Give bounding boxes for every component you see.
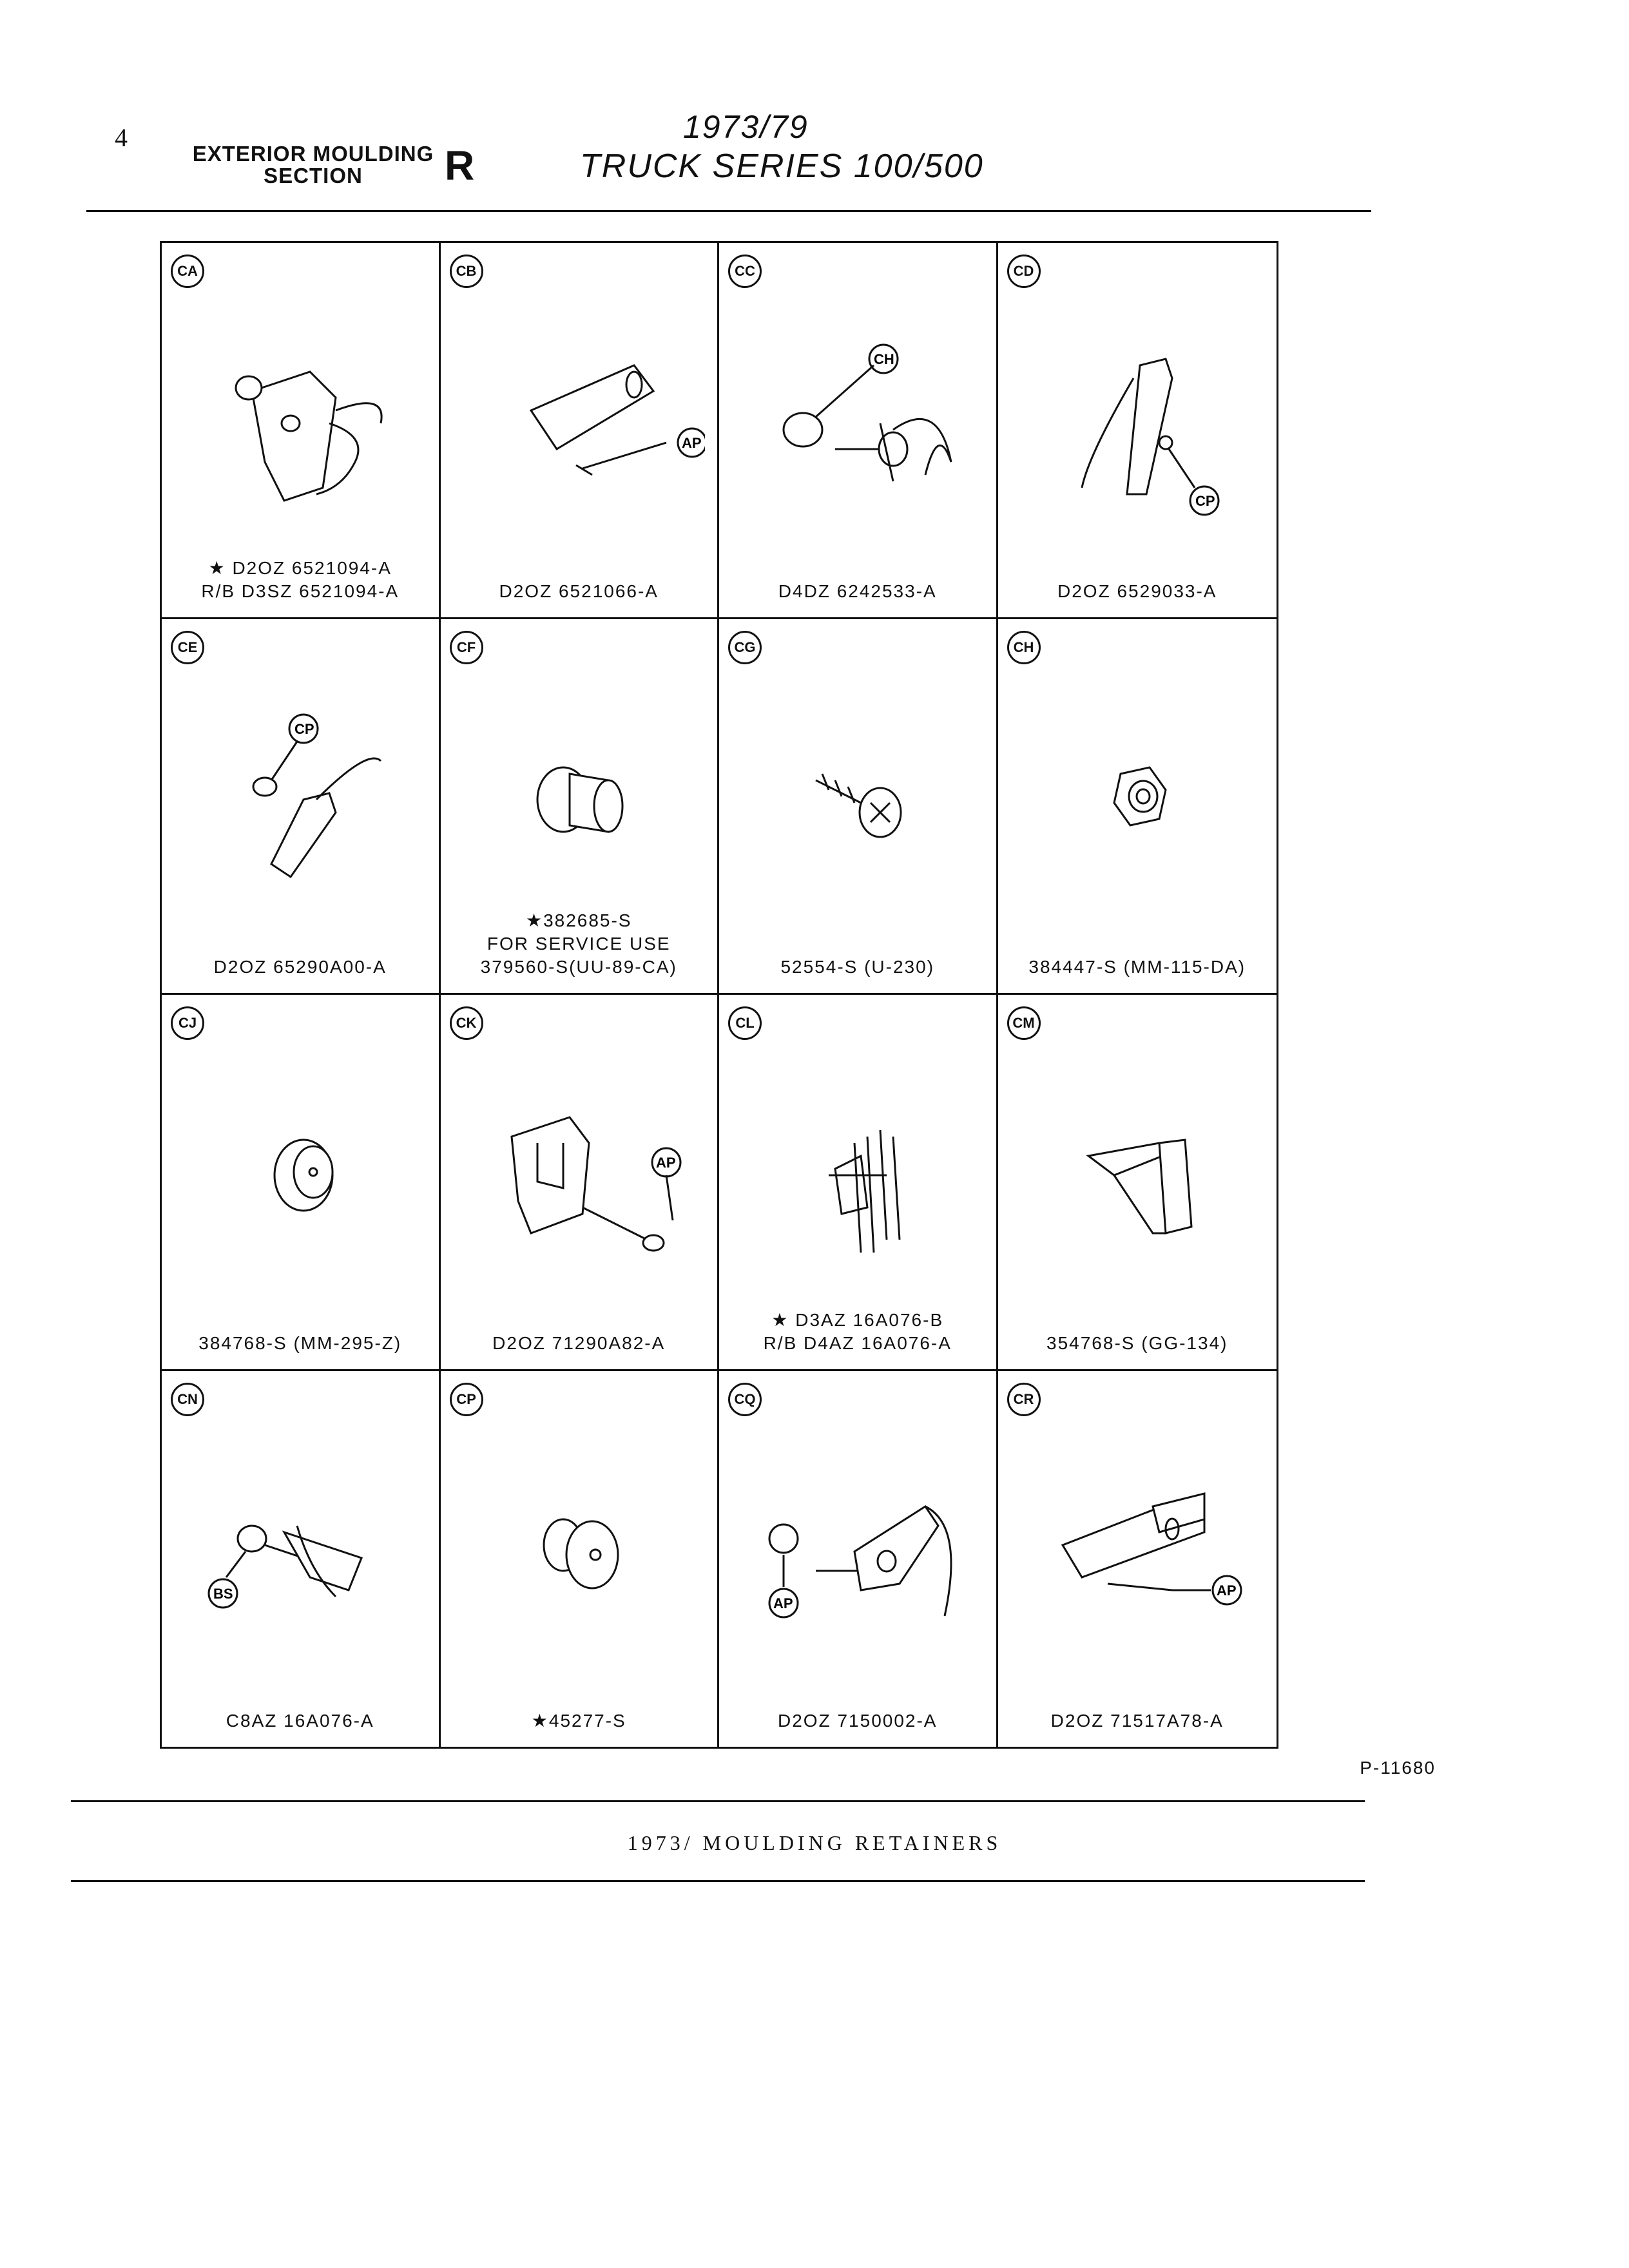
part-number-line: D4DZ 6242533-A <box>778 581 937 601</box>
section-letter: R <box>445 142 475 189</box>
part-number-labels <box>162 557 439 603</box>
part-number-line: R/B D3SZ 6521094-A <box>201 581 400 601</box>
part-number-labels <box>998 580 1277 603</box>
part-cell-ck <box>441 995 720 1371</box>
part-number-line: 384447-S (MM-115-DA) <box>1028 957 1246 977</box>
cell-code-badge: CC <box>728 255 762 288</box>
cell-code-badge: CD <box>1007 255 1041 288</box>
part-number-line: D2OZ 6521066-A <box>499 581 659 601</box>
part-number-labels <box>162 1709 439 1733</box>
part-cell-ch <box>998 619 1277 995</box>
part-number-line: ★ D2OZ 6521094-A <box>208 557 392 578</box>
part-number-line: D2OZ 7150002-A <box>778 1711 938 1731</box>
callout-label: AP <box>1216 1582 1237 1599</box>
part-cell-cp <box>441 1371 720 1747</box>
part-cell-cl <box>719 995 998 1371</box>
cell-code-badge: CL <box>728 1006 762 1040</box>
part-number-line: 384768-S (MM-295-Z) <box>198 1332 402 1353</box>
callout-label: AP <box>773 1595 793 1611</box>
part-number-line: C8AZ 16A076-A <box>226 1711 374 1731</box>
cell-code-badge: CR <box>1007 1383 1041 1416</box>
cell-code-badge: CH <box>1007 631 1041 664</box>
part-cell-cg <box>719 619 998 995</box>
part-number-labels <box>719 580 996 603</box>
part-number-labels <box>719 956 996 979</box>
part-cell-cj <box>162 995 441 1371</box>
plastic-nut-illustration <box>454 1423 705 1667</box>
callout-label: CH <box>874 351 894 367</box>
part-cell-cc <box>719 243 998 619</box>
part-number-line: ★382685-S <box>525 910 632 930</box>
cell-code-badge: CJ <box>171 1006 204 1040</box>
part-number-labels <box>441 1709 718 1733</box>
retainer-illustration <box>1011 1423 1262 1667</box>
cell-code-badge: CE <box>171 631 204 664</box>
part-cell-cr <box>998 1371 1277 1747</box>
bent-clip-illustration <box>1011 1046 1262 1291</box>
part-number-labels <box>162 1332 439 1355</box>
cell-code-badge: CG <box>728 631 762 664</box>
part-number-line: D2OZ 71290A82-A <box>492 1332 666 1353</box>
footer-caption: 1973/ MOULDING RETAINERS <box>627 1831 1002 1854</box>
cell-code-badge: CQ <box>728 1383 762 1416</box>
part-number-labels <box>719 1309 996 1355</box>
part-number-labels <box>998 1709 1277 1733</box>
plate-retainer-illustration <box>454 1046 705 1291</box>
grommet-nut-illustration <box>1011 671 1262 916</box>
truck-series: TRUCK SERIES 100/500 <box>580 148 984 185</box>
footer-bottom-rule <box>71 1880 1365 1882</box>
figure-number: P-11680 <box>1360 1758 1436 1778</box>
cell-code-badge: CM <box>1007 1006 1041 1040</box>
stud-plate-illustration <box>732 1423 983 1667</box>
stud-clip-illustration <box>175 1423 426 1667</box>
footer-top-rule <box>71 1800 1365 1802</box>
clip-with-nut-illustration <box>732 294 983 539</box>
cell-code-badge: CB <box>450 255 483 288</box>
part-number-line: D2OZ 71517A78-A <box>1050 1711 1224 1731</box>
part-cell-cm <box>998 995 1277 1371</box>
cell-code-badge: CA <box>171 255 204 288</box>
screw-illustration <box>732 671 983 916</box>
part-number-labels <box>998 956 1277 979</box>
callout-label: CP <box>294 720 314 737</box>
cell-code-badge: CN <box>171 1383 204 1416</box>
cell-code-badge: CF <box>450 631 483 664</box>
callout-label: AP <box>655 1155 676 1171</box>
part-number-line: ★45277-S <box>531 1711 626 1731</box>
callout-label: AP <box>681 435 702 451</box>
part-number-line: D2OZ 65290A00-A <box>213 957 387 977</box>
model-years: 1973/79 <box>683 109 809 145</box>
retainer-illustration <box>454 294 705 539</box>
part-number-line: ★ D3AZ 16A076-B <box>771 1309 944 1330</box>
page-number: 4 <box>115 123 128 152</box>
part-cell-cn <box>162 1371 441 1747</box>
part-number-labels <box>162 956 439 979</box>
part-cell-cf <box>441 619 720 995</box>
part-number-line: 379560-S(UU-89-CA) <box>480 957 677 977</box>
clip-illustration <box>175 294 426 539</box>
callout-label: CP <box>1195 493 1215 509</box>
spring-clip-illustration <box>175 671 426 916</box>
part-number-line: 354768-S (GG-134) <box>1046 1332 1228 1353</box>
part-number-line: D2OZ 6529033-A <box>1057 581 1217 601</box>
part-cell-cd <box>998 243 1277 619</box>
push-nut-illustration <box>454 671 705 916</box>
round-nut-illustration <box>175 1046 426 1291</box>
parts-grid <box>160 241 1278 1749</box>
part-number-line: 52554-S (U-230) <box>780 957 935 977</box>
callout-label: BS <box>213 1585 233 1602</box>
part-number-line: FOR SERVICE USE <box>487 934 671 954</box>
section-title: EXTERIOR MOULDING SECTION <box>192 142 434 187</box>
part-cell-cb <box>441 243 720 619</box>
part-number-labels <box>441 1332 718 1355</box>
part-cell-ce <box>162 619 441 995</box>
cell-code-badge: CP <box>450 1383 483 1416</box>
part-number-line: R/B D4AZ 16A076-A <box>763 1332 952 1353</box>
part-number-labels <box>998 1332 1277 1355</box>
spring-clip-illustration <box>1011 294 1262 539</box>
header-rule <box>86 210 1371 212</box>
part-cell-cq <box>719 1371 998 1747</box>
part-cell-ca <box>162 243 441 619</box>
part-number-labels <box>719 1709 996 1733</box>
cell-code-badge: CK <box>450 1006 483 1040</box>
wire-clip-illustration <box>732 1046 983 1291</box>
part-number-labels <box>441 909 718 979</box>
part-number-labels <box>441 580 718 603</box>
